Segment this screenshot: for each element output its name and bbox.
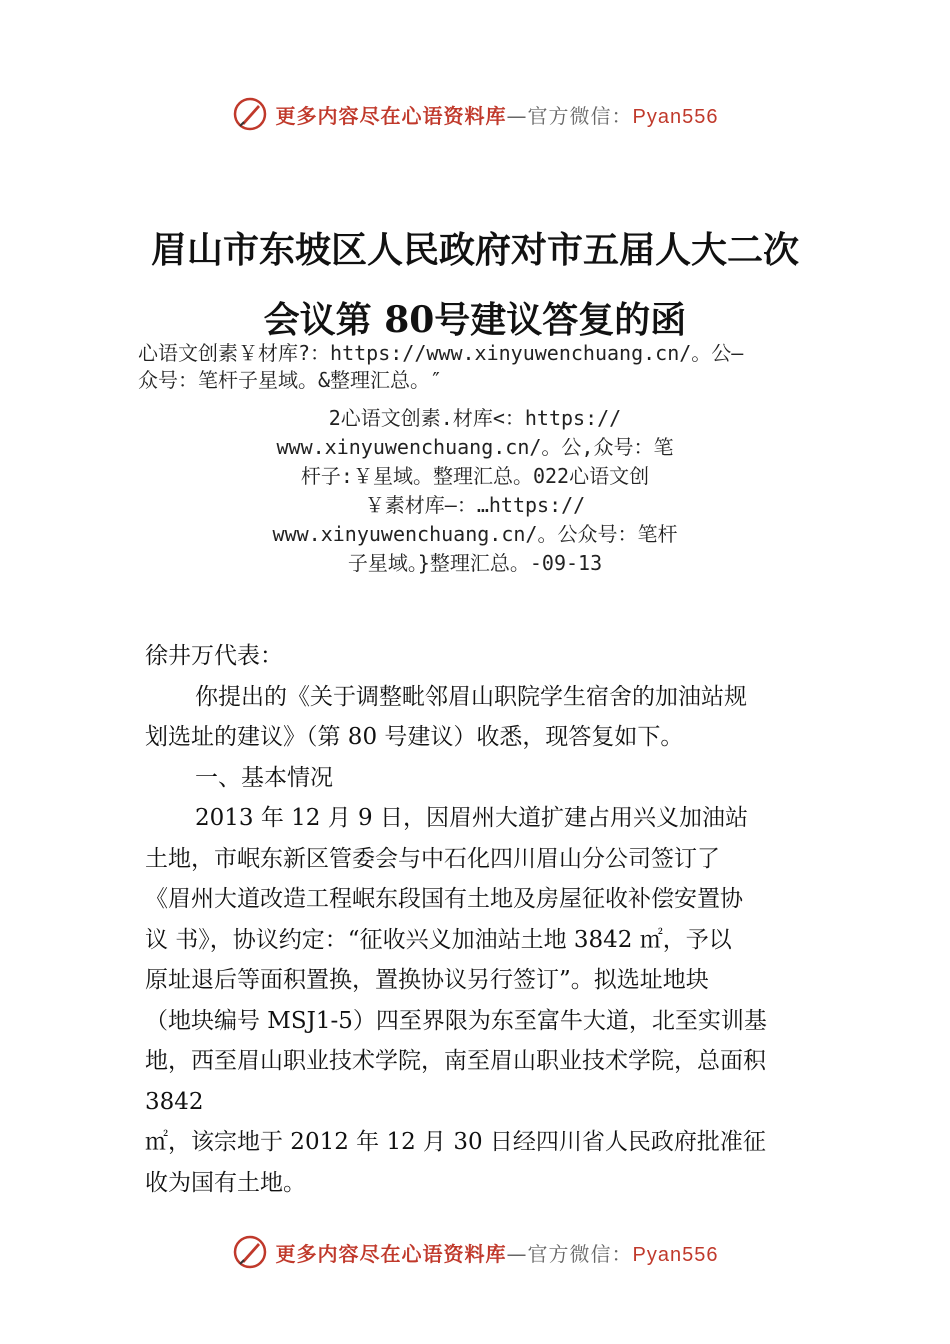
watermark-centered-block xyxy=(200,404,750,578)
footer-banner xyxy=(0,1232,950,1272)
header-banner xyxy=(0,94,950,134)
document-title-line2: 会议第 80号建议答复的函 xyxy=(263,299,687,341)
salutation: 徐井万代表： xyxy=(145,643,283,669)
paragraph-line: 你提出的《关于调整毗邻眉山职院学生宿舍的加油站规 xyxy=(195,683,747,710)
paragraph-line: 原址退后等面积置换，置换协议另行签订”。拟选址地块 xyxy=(145,967,709,993)
paragraph-line: （地块编号 MSJ1-5）四至界限为东至富牛大道，北至实训基 xyxy=(145,1007,767,1034)
paragraph-line: 收为国有土地。 xyxy=(145,1169,306,1196)
paragraph-line: 划选址的建议》（第 80 号建议）收悉，现答复如下。 xyxy=(145,724,684,750)
quill-logo-icon xyxy=(232,1234,268,1270)
paragraph-line: 地，西至眉山职业技术学院，南至眉山职业技术学院，总面积 xyxy=(145,1048,766,1074)
quill-logo-icon xyxy=(232,96,268,132)
banner-text: 更多内容尽在心语资料库—官方微信：Pyan556 xyxy=(275,1241,719,1266)
watermark-line: 心语文创素￥材库?：https://www.xinyuwenchuang.cn/。公— xyxy=(138,341,744,365)
paragraph-line: 土地，市岷东新区管委会与中石化四川眉山分公司签订了 xyxy=(145,845,720,872)
watermark-line: www.xinyuwenchuang.cn/。公,众号：笔 xyxy=(276,435,674,459)
watermark-line: 杆子:￥星域。整理汇总。022心语文创 xyxy=(300,464,650,488)
paragraph-line: 《眉州大道改造工程岷东段国有土地及房屋征收补偿安置协 xyxy=(145,886,743,912)
paragraph-line: ㎡，该宗地于 2012 年 12 月 30 日经四川省人民政府批准征 xyxy=(145,1129,766,1155)
banner-text: 更多内容尽在心语资料库—官方微信：Pyan556 xyxy=(275,103,719,128)
paragraph-line: 3842 xyxy=(145,1088,204,1115)
paragraph-line: 议 书》，协议约定：“征收兴义加油站土地 3842 ㎡，予以 xyxy=(145,926,732,953)
watermark-line: 众号：笔杆子星域。&整理汇总。″ xyxy=(138,368,443,392)
watermark-line: ￥素材库—：…https:// xyxy=(364,493,586,517)
watermark-line: www.xinyuwenchuang.cn/。公众号：笔杆 xyxy=(272,522,678,546)
letter-body xyxy=(145,636,810,1203)
watermark-line: 2心语文创素.材库<：https:// xyxy=(328,406,622,430)
watermark-line: 子星域。}整理汇总。-09-13 xyxy=(347,551,603,575)
watermark-text-block xyxy=(138,340,838,394)
paragraph-line: 2013 年 12 月 9 日，因眉州大道扩建占用兴义加油站 xyxy=(195,805,748,831)
section-heading: 一、基本情况 xyxy=(195,764,333,791)
document-title-line1: 眉山市东坡区人民政府对市五届人大二次 xyxy=(150,229,799,271)
